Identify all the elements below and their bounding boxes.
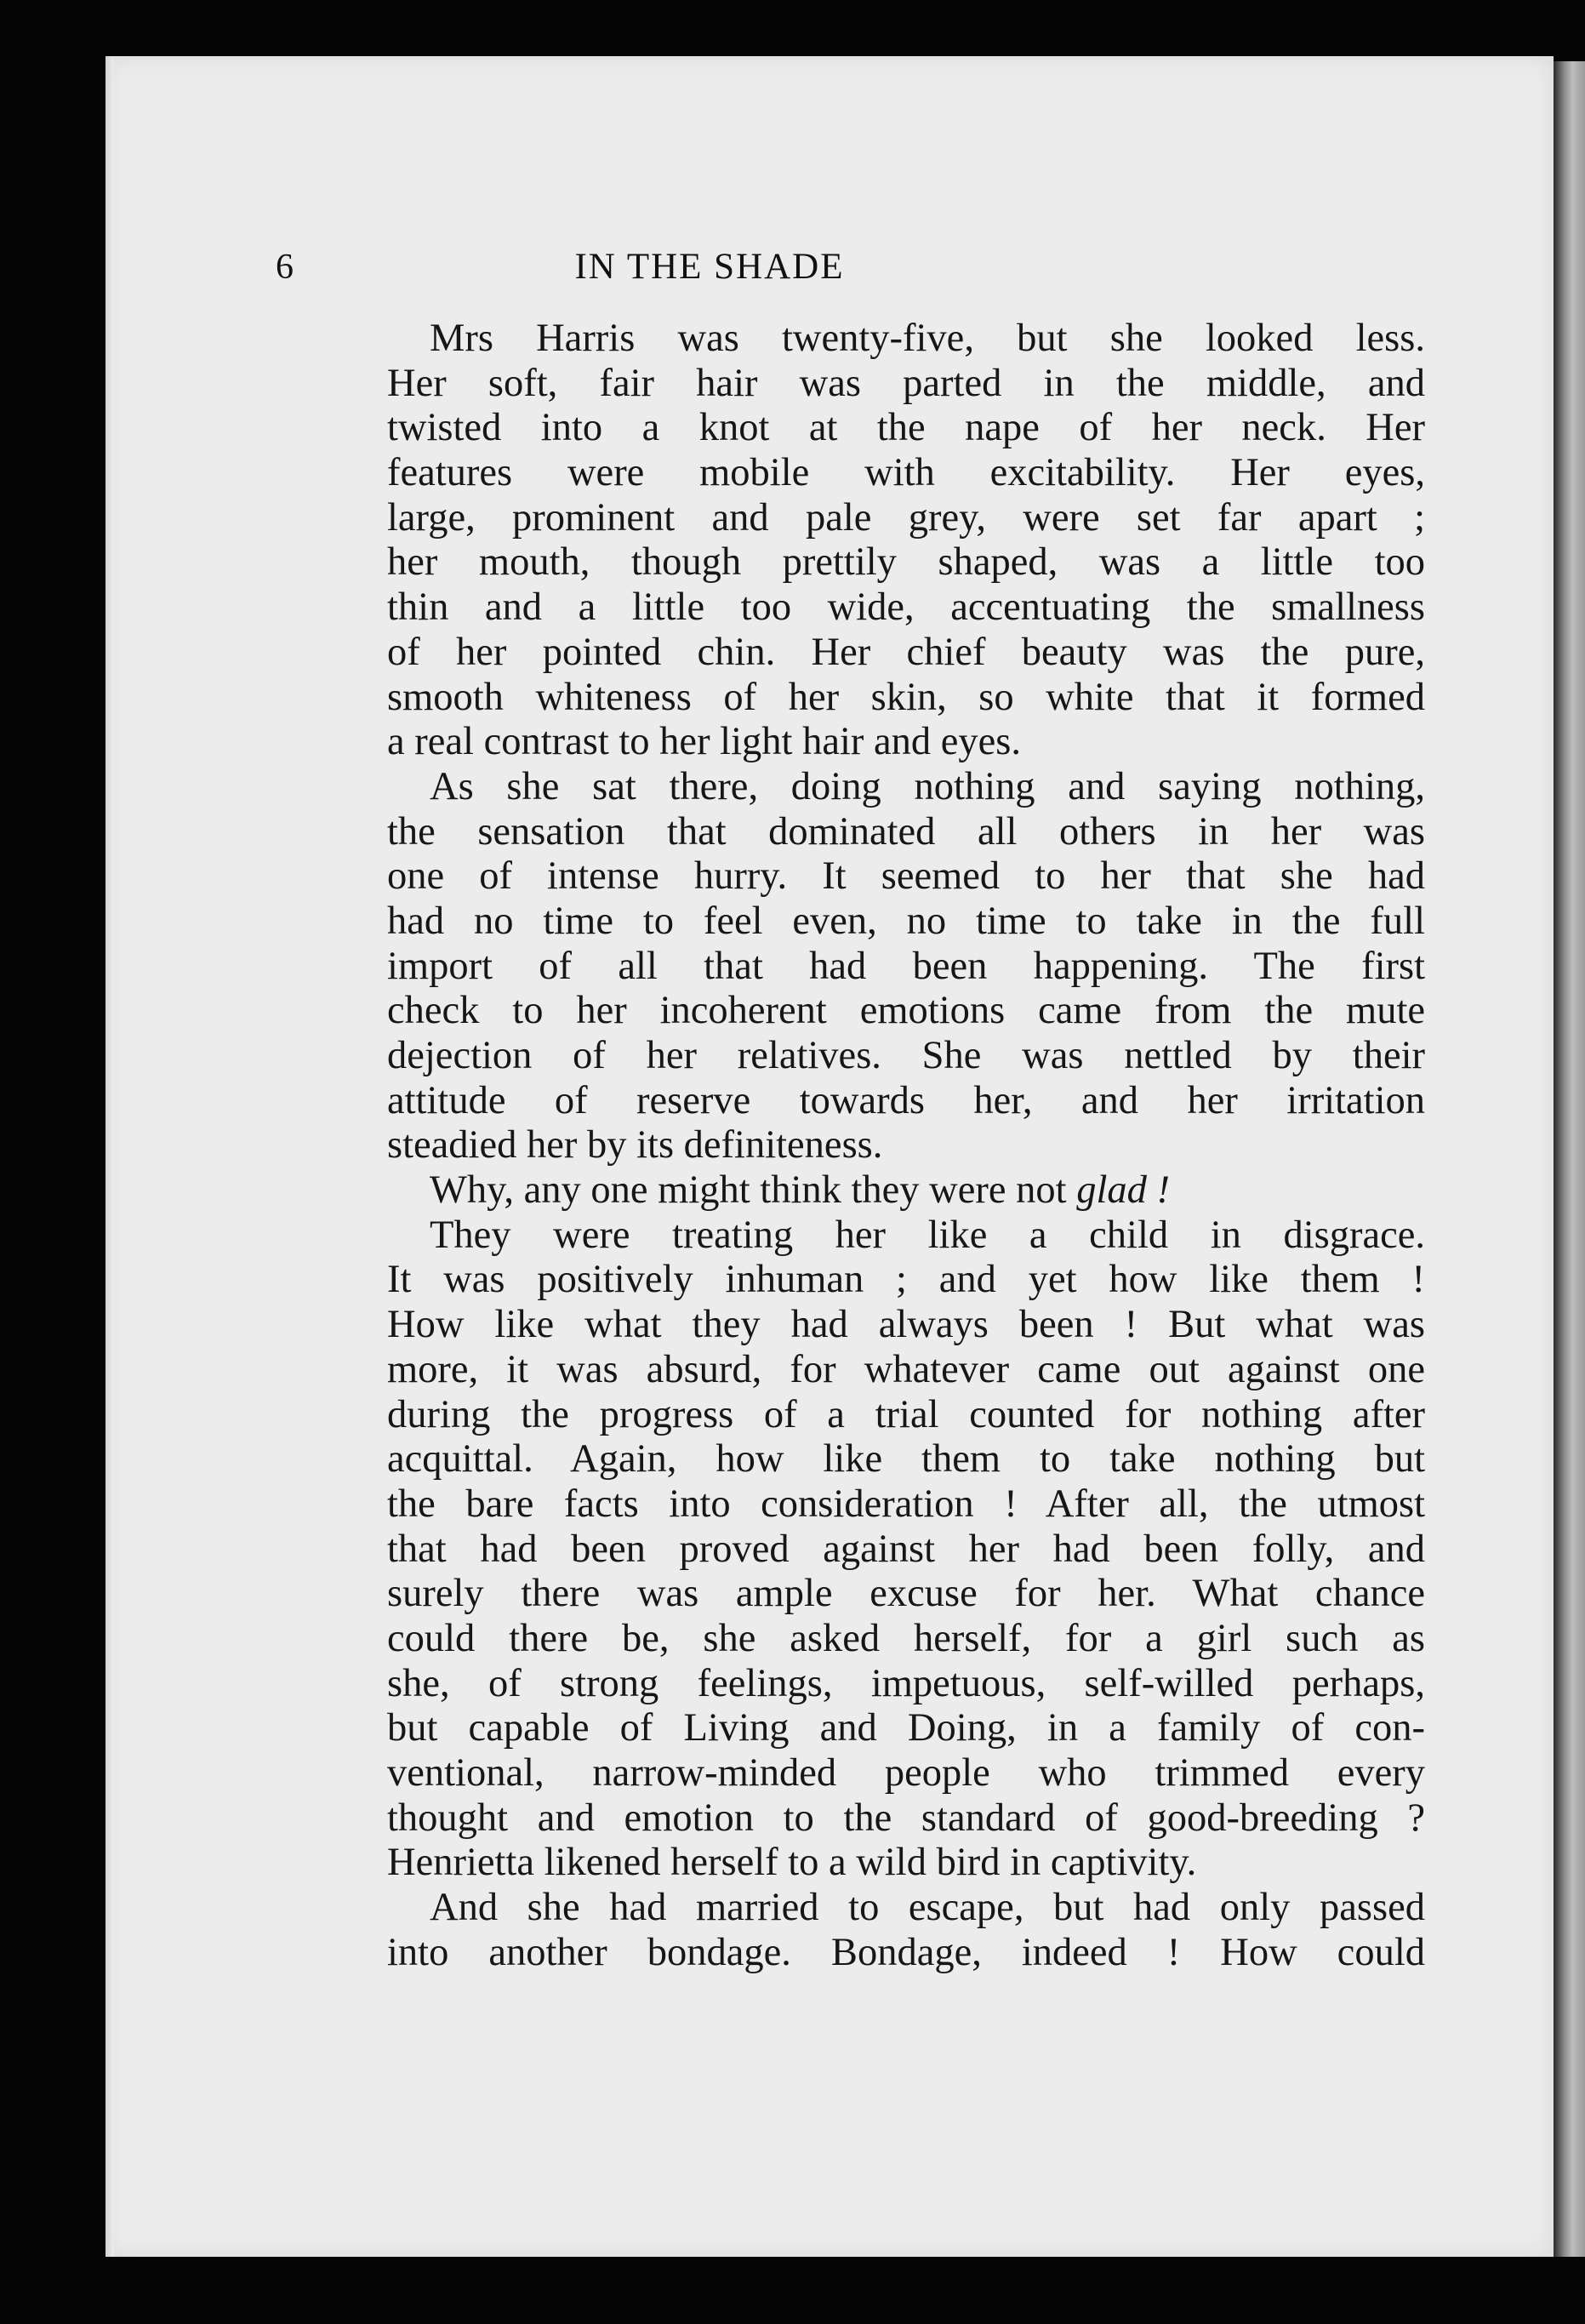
text-line: dejection of her relatives. She was nettled by their — [387, 1034, 1425, 1077]
text-line: more, it was absurd, for whatever came out against one — [387, 1347, 1425, 1391]
text-line: Her soft, fair hair was parted in the middle, and — [387, 361, 1425, 405]
text-line: could there be, she asked herself, for a girl such as — [387, 1616, 1425, 1660]
text-line: features were mobile with excitability. Her eyes, — [387, 451, 1425, 495]
text-line: As she sat there, doing nothing and saying nothing, — [430, 764, 1425, 808]
page-body-text — [387, 317, 1425, 1975]
text-line: import of all that had been happening. The first — [387, 944, 1425, 988]
page-edge-shadow — [105, 56, 114, 2257]
text-line: the sensation that dominated all others in her was — [387, 809, 1425, 854]
text-line: thin and a little too wide, accentuating the smallness — [387, 585, 1425, 630]
text-line: had no time to feel even, no time to take in the full — [387, 899, 1425, 943]
text-line: but capable of Living and Doing, in a family of con- — [387, 1706, 1425, 1750]
text-line: It was positively inhuman ; and yet how like them ! — [387, 1258, 1425, 1302]
emphasis-text: glad ! — [1076, 1168, 1170, 1213]
text-line: And she had married to escape, but had only passed — [430, 1886, 1425, 1930]
running-title: IN THE SHADE — [574, 247, 845, 287]
text-line: large, prominent and pale grey, were set far apart ; — [387, 495, 1425, 540]
text-line: a real contrast to her light hair and eyes. — [387, 720, 1021, 764]
text-line: attitude of reserve towards her, and her irritation — [387, 1078, 1425, 1122]
text-line — [387, 1168, 1425, 1213]
text-line: into another bondage. Bondage, indeed ! How could — [387, 1930, 1425, 1974]
text-line-prefix: Why, any one might think they were not — [430, 1168, 1077, 1213]
page-number: 6 — [276, 248, 294, 287]
text-line: of her pointed chin. Her chief beauty was the pure, — [387, 630, 1425, 674]
text-line: surely there was ample excuse for her. What chance — [387, 1572, 1425, 1616]
text-line: smooth whiteness of her skin, so white that it formed — [387, 675, 1425, 719]
page-header — [276, 242, 1084, 293]
text-line: ventional, narrow-minded people who trimmed every — [387, 1751, 1425, 1795]
text-line: her mouth, though prettily shaped, was a little too — [387, 540, 1425, 585]
text-line: steadied her by its definiteness. — [387, 1123, 883, 1168]
text-line: twisted into a knot at the nape of her neck. Her — [387, 406, 1425, 450]
text-line: that had been proved against her had been folly, and — [387, 1527, 1425, 1571]
text-line: during the progress of a trial counted for nothing after — [387, 1392, 1425, 1436]
book-binding-edge — [1554, 61, 1585, 2257]
text-line: How like what they had always been ! But what was — [387, 1303, 1425, 1347]
text-line: Henrietta likened herself to a wild bird in captivity. — [387, 1841, 1197, 1885]
text-line: she, of strong feelings, impetuous, self-willed perhaps, — [387, 1661, 1425, 1705]
text-line: one of intense hurry. It seemed to her that she had — [387, 854, 1425, 899]
text-line: They were treating her like a child in disgrace. — [430, 1213, 1425, 1257]
text-line: Mrs Harris was twenty-five, but she looked less. — [430, 317, 1425, 360]
text-line: the bare facts into consideration ! After all, the utmost — [387, 1482, 1425, 1526]
text-line: check to her incoherent emotions came from the mute — [387, 989, 1425, 1033]
text-line: thought and emotion to the standard of good-breeding ? — [387, 1796, 1425, 1840]
text-line: acquittal. Again, how like them to take nothing but — [387, 1437, 1425, 1482]
